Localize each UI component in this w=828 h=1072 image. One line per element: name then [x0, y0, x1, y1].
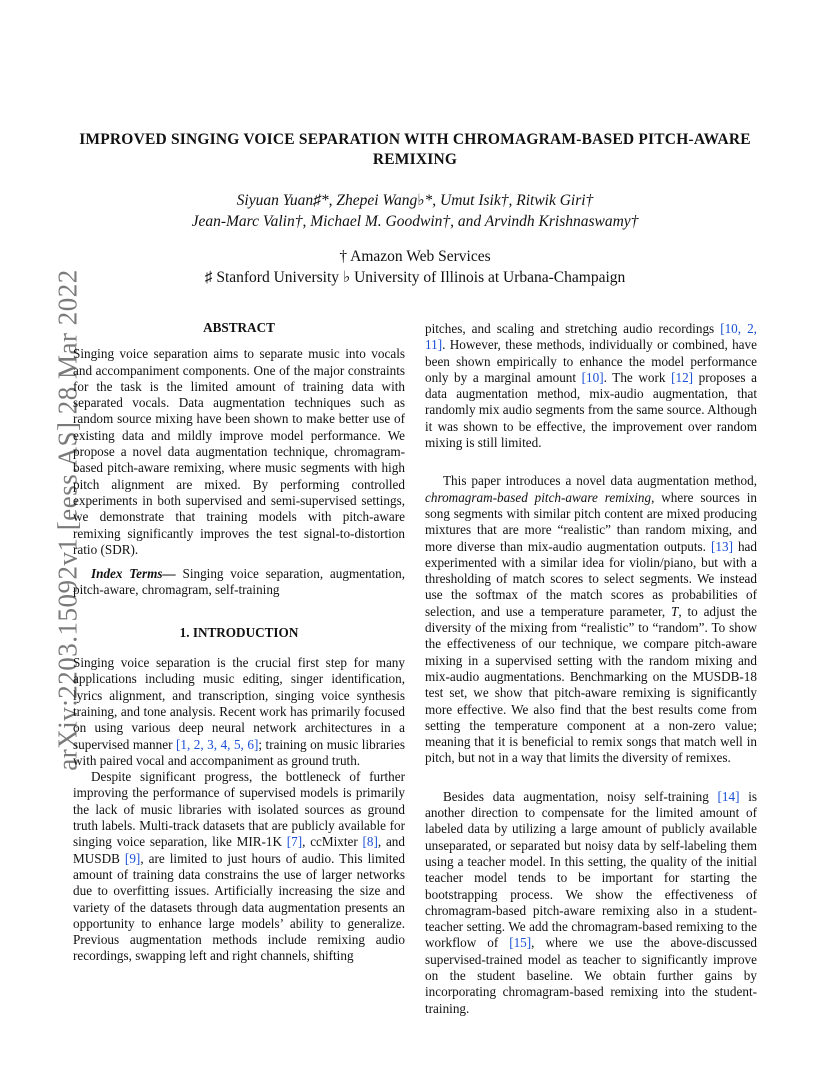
index-terms-text: Singing voice separation, augmentation, pitch-aware, chromagram, self-training — [73, 566, 405, 598]
text-span: is another direction to compensate for the limited amount of labeled data by utilizing a large amount of publicly available unseparated, or separated but noisy data by self-labeling them using a teacher model. In this setting, the quality of the initial teacher model tends to be important for starting the bootstrapping process. We show the effectiveness of chromagram-based pitch-aware remixing also in a student-teacher setting. We add the chromagram-based remixing to the workflow of — [425, 788, 757, 951]
affiliation-line-1: † Amazon Web Services — [339, 248, 491, 265]
authors-line-1: Siyuan Yuan♯*, Zhepei Wang♭*, Umut Isik†, Ritwik Giri† — [236, 192, 594, 209]
text-span: , where sources in song segments with similar pitch content are mixed producing mixtures that are more “realistic” than random mixing, and more diverse than mix-audio augmentation outputs. — [425, 489, 757, 554]
author-list — [70, 190, 760, 232]
citation-link[interactable]: [1, 2, 3, 4, 5, 6] — [175, 736, 259, 752]
arxiv-identifier: arXiv:2203.15092v1 [eess.AS] 28 Mar 2022 — [52, 269, 83, 771]
citation-link[interactable]: [10, 2, 11] — [425, 321, 757, 353]
intro-paragraph-4 — [425, 473, 757, 766]
affiliation-line-2: ♯ Stanford University ♭ University of Illinois at Urbana-Champaign — [204, 269, 626, 286]
citation-link[interactable]: [9] — [124, 850, 141, 866]
intro-paragraph-5 — [425, 789, 757, 1017]
affiliations — [70, 246, 760, 288]
text-span: . However, these methods, individually or combined, have been shown empirically to enhance the model performance only by a marginal amount — [425, 337, 757, 385]
text-span: , to adjust the diversity of the mixing from “realistic” to “random”. To show the effectiveness of our technique, we compare pitch-aware mixing in a supervised setting with the random mixing and mix-audio augmentations. Benchmarking on the MUSDB-18 test set, we show that pitch-aware remixing is significantly more effective. We also find that the best results come from setting the temperature component at a non-zero value; meaning that it is beneficial to remix songs that match well in pitch, but not in a way that limits the diversity of remixes. — [425, 603, 758, 766]
citation-link[interactable]: [12] — [671, 369, 694, 385]
citation-link[interactable]: [15] — [509, 935, 532, 951]
authors-line-2: Jean-Marc Valin†, Michael M. Goodwin†, and Arvindh Krishnaswamy† — [191, 213, 639, 230]
text-span: , are limited to just hours of audio. This limited amount of training data constrains the use of larger networks due to overfitting issues. Artificially increasing the size and variety of the datasets through data augmentation presents an opportunity to enhance large models’ ability to generalize. Previous augmentation methods include remixing audio recordings, swapping left and right channels, shifting — [73, 850, 405, 964]
text-span: had experimented with a similar idea for violin/piano, but with a thresholding of match scores to select segments. We instead use the softmax of the match scores as probabilities of selection, and use a temperature parameter, — [425, 538, 758, 619]
text-span: proposes a data augmentation method, mix-audio augmentation, that randomly mix audio segments from the same source. Although it was shown to be effective, the improvement over random mixing is still limited. — [425, 369, 757, 451]
title-line-1: IMPROVED SINGING VOICE SEPARATION WITH CHROMAGRAM-BASED PITCH-AWARE — [79, 131, 751, 148]
text-span: , ccMixter — [302, 834, 363, 850]
abstract-body: Singing voice separation aims to separate music into vocals and accompaniment components. One of the major constraints for the task is the limited amount of training data with separated vocals. Data augmentation techniques such as random source mixing have been shown to make better use of existing data and mildly improve model performance. We propose a novel data augmentation technique, chromagram-based pitch-aware remixing, where music segments with high pitch alignment are mixed. By performing controlled experiments in both supervised and semi-supervised settings, we demonstrate that training models with pitch-aware remixing significantly improves the test signal-to-distortion ratio (SDR). — [73, 346, 405, 557]
text-span: Singing voice separation is the crucial first step for many applications including music editing, singer identification, lyrics alignment, and transcription, singing voice synthesis training, and tone analysis. Recent work has primarily focused on using various deep neural network architectures in a supervised manner — [73, 655, 405, 752]
title-line-2: REMIXING — [372, 151, 458, 168]
right-column — [425, 321, 757, 1017]
left-column — [73, 320, 405, 965]
text-span: This paper introduces a novel data augmentation method, — [443, 473, 757, 489]
abstract-heading: ABSTRACT — [203, 320, 275, 335]
index-terms-label: Index Terms— — [91, 566, 176, 582]
text-span: . The work — [603, 369, 672, 385]
citation-link[interactable]: [13] — [710, 538, 733, 554]
text-span: , and MUSDB — [73, 834, 405, 866]
text-span: ; training on music libraries with paired vocal and accompaniment as ground truth. — [73, 736, 405, 768]
citation-link[interactable]: [14] — [717, 788, 740, 804]
intro-paragraph-3 — [425, 321, 757, 451]
intro-paragraph-2 — [73, 769, 405, 965]
temperature-symbol: T — [671, 603, 679, 619]
text-span: Besides data augmentation, noisy self-training — [443, 788, 718, 804]
paper-title — [70, 130, 760, 170]
citation-link[interactable]: [10] — [581, 369, 604, 385]
text-span: Despite significant progress, the bottleneck of further improving the performance of supervised models is primarily the lack of music libraries with isolated sources as ground truth labels. Multi-track datasets that are publicly available for singing voice separation, like MIR-1K — [73, 769, 405, 850]
text-span: , where we use the above-discussed supervised-trained model as teacher to significantly improve on the student baseline. We obtain further gains by incorporating chromagram-based remixing into the student-training. — [425, 935, 757, 1016]
citation-link[interactable]: [7] — [286, 834, 303, 850]
method-name: chromagram-based pitch-aware remixing — [425, 489, 652, 505]
citation-link[interactable]: [8] — [362, 834, 378, 850]
index-terms — [73, 566, 405, 599]
text-span: pitches, and scaling and stretching audio recordings — [425, 321, 721, 336]
arxiv-sidebar — [30, 0, 83, 1072]
introduction-heading: 1. INTRODUCTION — [179, 624, 299, 640]
intro-paragraph-1 — [73, 655, 405, 769]
